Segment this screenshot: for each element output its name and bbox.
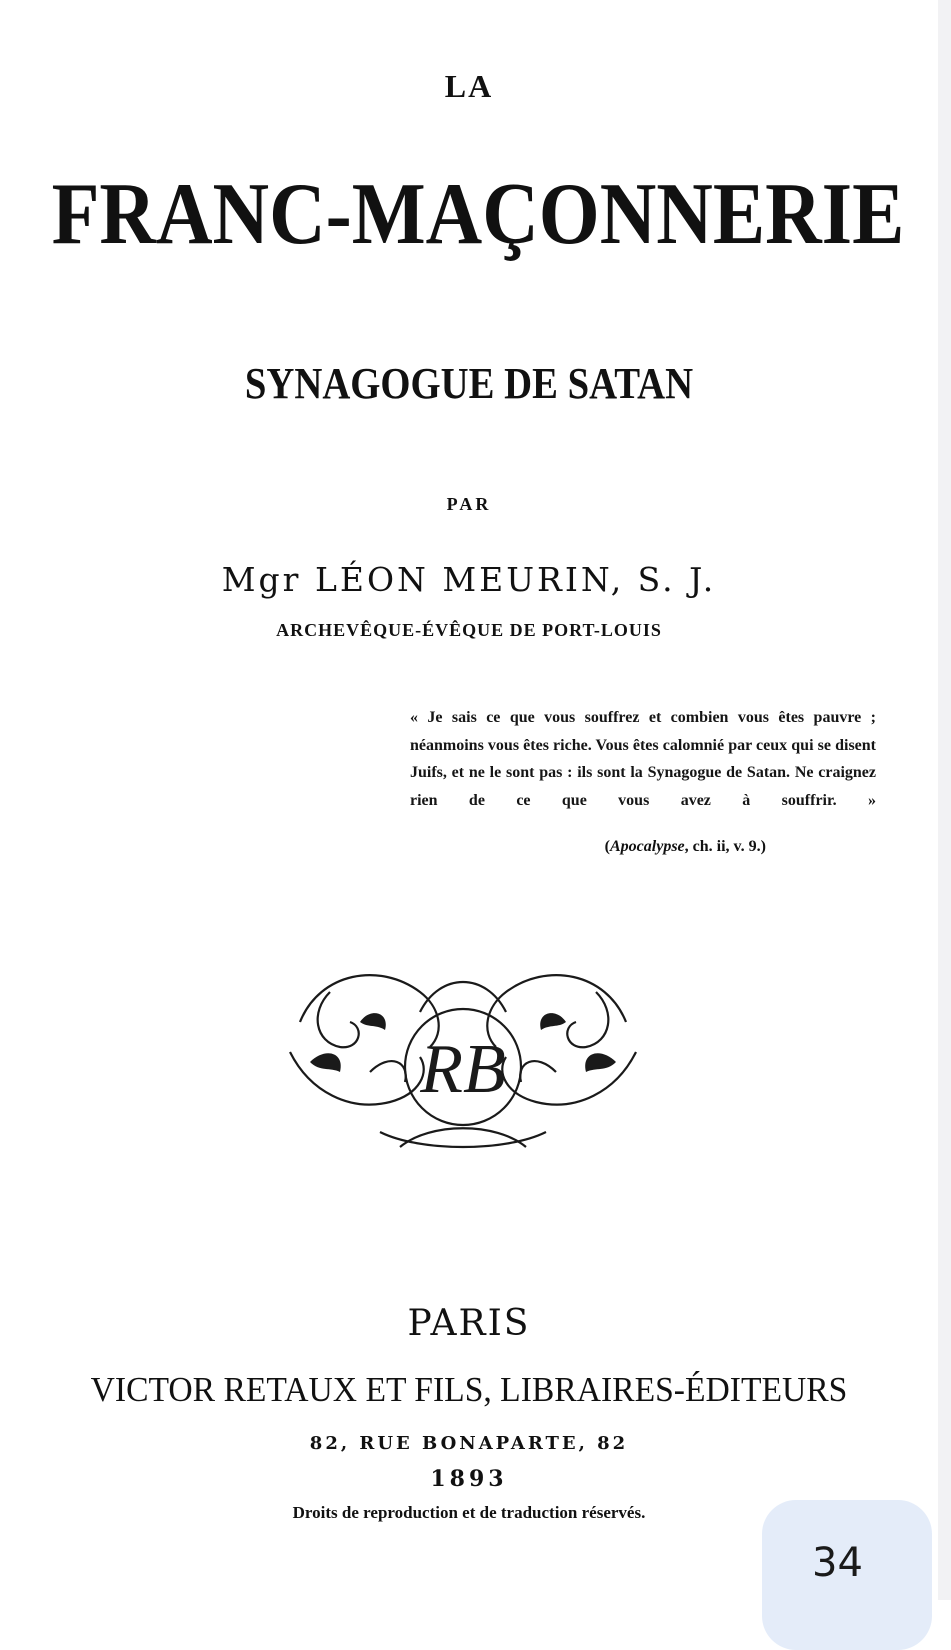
- citation-ref: , ch. ii, v. 9.: [684, 838, 761, 855]
- imprint-year: 1893: [430, 1466, 508, 1492]
- author-line: [0, 560, 938, 599]
- imprint-publisher: VICTOR RETAUX ET FILS, LIBRAIRES-ÉDITEURS: [90, 1370, 848, 1409]
- page-number-label: 34: [812, 1540, 863, 1586]
- scrollbar-track[interactable]: [938, 0, 951, 1600]
- floral-monogram-icon: [270, 952, 656, 1164]
- citation-book: Apocalypse: [610, 838, 685, 855]
- imprint-rights: Droits de reproduction et de traduction réservés.: [292, 1503, 646, 1522]
- epigraph-quote: « Je sais ce que vous souffrez et combien vous êtes pauvre ; néanmoins vous êtes riche. Vous êtes calomnié par ceux qui se disent Juifs, et ne le sont pas : ils sont la Synagogue de Satan. Ne craignez rien de ce que vous avez à souffrir. »: [410, 709, 876, 809]
- title-article: LA: [444, 68, 494, 104]
- imprint-city: PARIS: [407, 1303, 531, 1344]
- author-prefix: Mgr: [221, 560, 302, 599]
- book-subtitle: SYNAGOGUE DE SATAN: [244, 359, 694, 408]
- book-title: FRANC-MAÇONNERIE: [51, 166, 905, 263]
- author-role: ARCHEVÊQUE-ÉVÊQUE DE PORT-LOUIS: [276, 620, 662, 640]
- epigraph-citation: (Apocalypse, ch. ii, v. 9.): [604, 838, 766, 855]
- by-label: PAR: [446, 494, 492, 514]
- author-name: LÉON MEURIN, S. J.: [314, 560, 717, 599]
- page-number-bubble[interactable]: [762, 1500, 932, 1650]
- monogram-letters: RB: [420, 1031, 506, 1108]
- imprint-address: 82, RUE BONAPARTE, 82: [309, 1433, 629, 1454]
